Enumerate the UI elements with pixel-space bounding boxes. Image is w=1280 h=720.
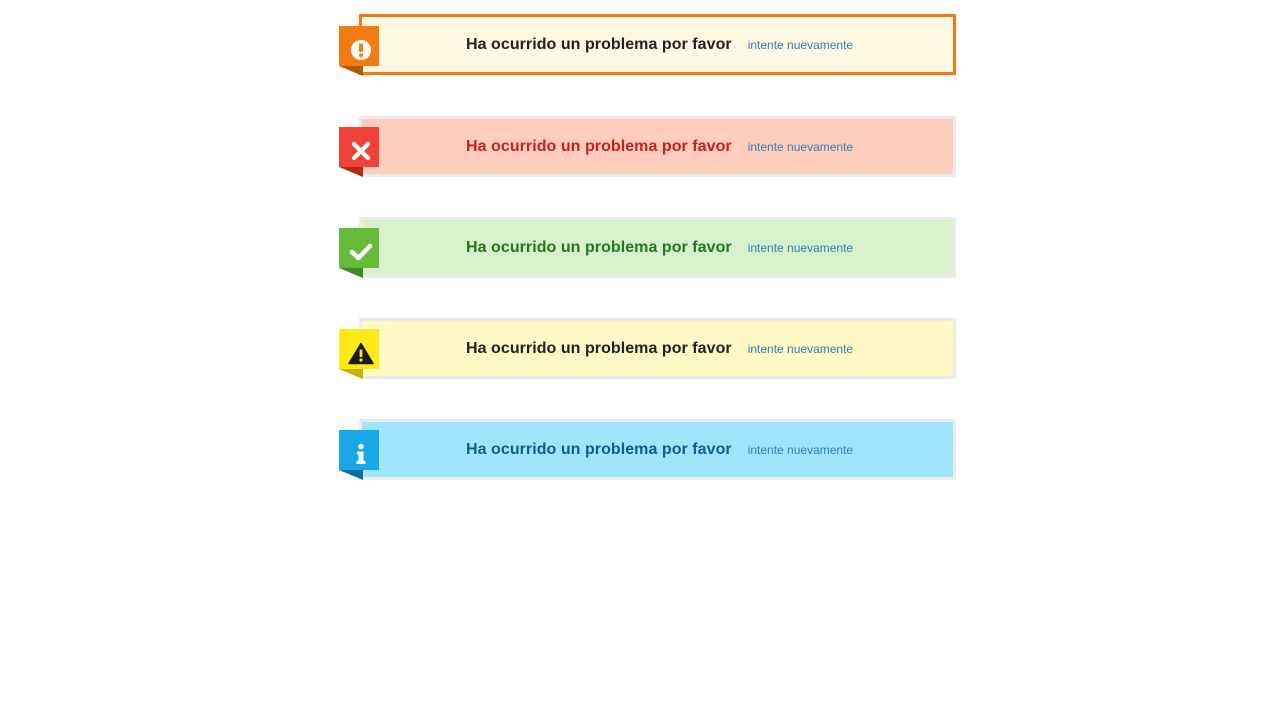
badge-fold xyxy=(339,167,363,177)
exclamation-circle-icon xyxy=(339,26,379,66)
alert-content xyxy=(466,220,853,275)
alert-message: Ha ocurrido un problema por favor xyxy=(466,339,732,357)
warning-triangle-icon xyxy=(339,329,379,369)
alert-error-orange xyxy=(359,14,956,75)
alert-message: Ha ocurrido un problema por favor xyxy=(466,440,732,458)
badge-fold xyxy=(339,268,363,278)
alert-content xyxy=(466,321,853,376)
alert-content xyxy=(466,17,853,72)
alert-success xyxy=(359,217,956,278)
alert-content xyxy=(466,119,853,174)
alert-error-red xyxy=(359,116,956,177)
retry-link[interactable]: intente nuevamente xyxy=(747,139,854,154)
alert-badge xyxy=(339,228,379,268)
alert-message: Ha ocurrido un problema por favor xyxy=(466,35,732,53)
alert-badge xyxy=(339,329,379,369)
retry-link[interactable]: intente nuevamente xyxy=(747,341,854,356)
alert-content xyxy=(466,422,853,477)
close-icon xyxy=(339,127,379,167)
badge-fold xyxy=(339,66,363,76)
checkmark-icon xyxy=(339,228,379,268)
alert-warning xyxy=(359,318,956,379)
alert-badge xyxy=(339,430,379,470)
retry-link[interactable]: intente nuevamente xyxy=(747,37,854,52)
alert-info xyxy=(359,419,956,480)
retry-link[interactable]: intente nuevamente xyxy=(747,442,854,457)
alert-message: Ha ocurrido un problema por favor xyxy=(466,137,732,155)
alert-badge xyxy=(339,26,379,66)
retry-link[interactable]: intente nuevamente xyxy=(747,240,854,255)
info-icon xyxy=(339,430,379,470)
badge-fold xyxy=(339,369,363,379)
alert-message: Ha ocurrido un problema por favor xyxy=(466,238,732,256)
alert-badge xyxy=(339,127,379,167)
badge-fold xyxy=(339,470,363,480)
